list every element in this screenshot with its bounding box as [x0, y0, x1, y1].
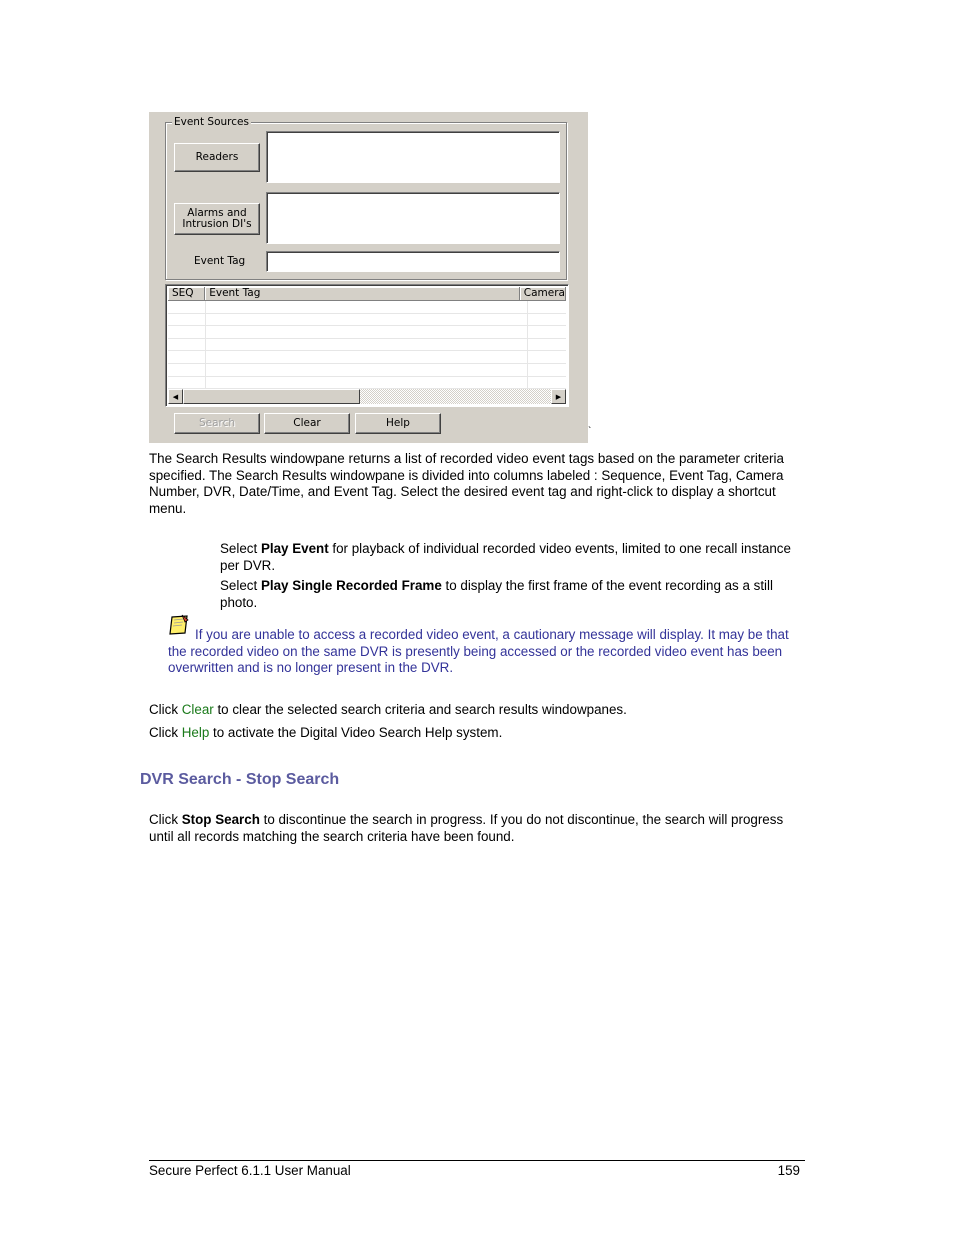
alarms-list-box[interactable] — [266, 192, 560, 244]
intro-paragraph: The Search Results windowpane returns a list of recorded video event tags based on the parameter criteria specified. The Search Results windowpane is divided into columns labeled : Sequence, Event Tag, Camera Number, DVR, Date/Time, and Event Tag. Select the desired event tag and right-click to display a shortcut menu. — [149, 451, 784, 516]
help-pre: Click — [149, 725, 182, 740]
horizontal-scrollbar[interactable] — [168, 389, 566, 404]
help-post: to activate the Digital Video Search Help system. — [209, 725, 503, 740]
results-rows — [168, 301, 566, 391]
search-button-label: Search — [198, 417, 236, 429]
help-button[interactable] — [355, 413, 441, 434]
table-row[interactable] — [168, 326, 566, 339]
section-heading: DVR Search - Stop Search — [140, 771, 340, 788]
bullet-1-post: for playback of individual recorded video events, limited to one recall instance per DVR. — [220, 541, 791, 573]
column-header-event-tag[interactable]: Event Tag — [205, 287, 520, 301]
table-row[interactable] — [168, 377, 566, 390]
column-header-seq[interactable]: SEQ — [168, 287, 205, 301]
event-tag-input[interactable] — [266, 251, 560, 272]
table-row[interactable] — [168, 314, 566, 327]
alarms-intrusion-button[interactable] — [174, 203, 260, 235]
scroll-thumb[interactable] — [183, 389, 360, 404]
note-paragraph: If you are unable to access a recorded video event, a cautionary message will display. It may be that the recorded video on the same DVR is presently being accessed or the recorded video event has been overwritten and is no longer present in the DVR. — [168, 627, 789, 675]
footer-rule — [149, 1160, 805, 1161]
scroll-right-icon[interactable]: ▶ — [551, 389, 566, 404]
event-sources-group — [165, 116, 567, 280]
stop-search-paragraph — [149, 812, 789, 845]
bullet-2-pre: Select — [220, 578, 261, 593]
clear-button-label: Clear — [293, 417, 321, 429]
event-sources-title: Event Sources — [174, 116, 249, 128]
table-row[interactable] — [168, 339, 566, 352]
event-tag-label: Event Tag — [194, 255, 246, 267]
search-results-grid[interactable] — [165, 284, 569, 407]
results-header — [168, 287, 566, 301]
clear-instruction — [149, 702, 799, 719]
readers-button[interactable] — [174, 143, 260, 172]
column-header-camera[interactable]: Camera — [520, 287, 566, 301]
help-link[interactable]: Help — [181, 725, 210, 740]
bullet-play-event — [220, 541, 804, 574]
page-number: 159 — [777, 1163, 800, 1178]
alarms-button-label-line2: Intrusion DI's — [182, 218, 252, 230]
stray-mark: ` — [588, 426, 592, 437]
help-button-label: Help — [386, 417, 410, 429]
stop-pre: Click — [149, 812, 182, 827]
clear-button[interactable] — [264, 413, 350, 434]
table-row[interactable] — [168, 351, 566, 364]
bullet-2-bold: Play Single Recorded Frame — [260, 578, 442, 593]
search-button[interactable] — [174, 413, 260, 434]
table-row[interactable] — [168, 364, 566, 377]
clear-post: to clear the selected search criteria and search results windowpanes. — [213, 702, 627, 717]
clear-pre: Click — [149, 702, 182, 717]
readers-button-label: Readers — [195, 151, 239, 163]
dvr-search-dialog-screenshot — [149, 112, 588, 443]
bullet-1-pre: Select — [220, 541, 261, 556]
alarms-button-label-line1: Alarms and — [187, 207, 247, 219]
bullet-2-post: to display the first frame of the event recording as a still photo. — [220, 578, 773, 610]
bullet-play-single-frame — [220, 578, 804, 611]
help-instruction — [149, 725, 799, 742]
stop-post: to discontinue the search in progress. If you do not discontinue, the search will progress until all records matching the search criteria have been found. — [149, 812, 784, 844]
table-row[interactable] — [168, 301, 566, 314]
bullet-1-bold: Play Event — [260, 541, 329, 556]
stop-bold: Stop Search — [181, 812, 260, 827]
footer-title: Secure Perfect 6.1.1 User Manual — [149, 1163, 351, 1178]
readers-list-box[interactable] — [266, 131, 560, 183]
clear-link[interactable]: Clear — [181, 702, 214, 717]
scroll-left-icon[interactable]: ◀ — [168, 389, 183, 404]
